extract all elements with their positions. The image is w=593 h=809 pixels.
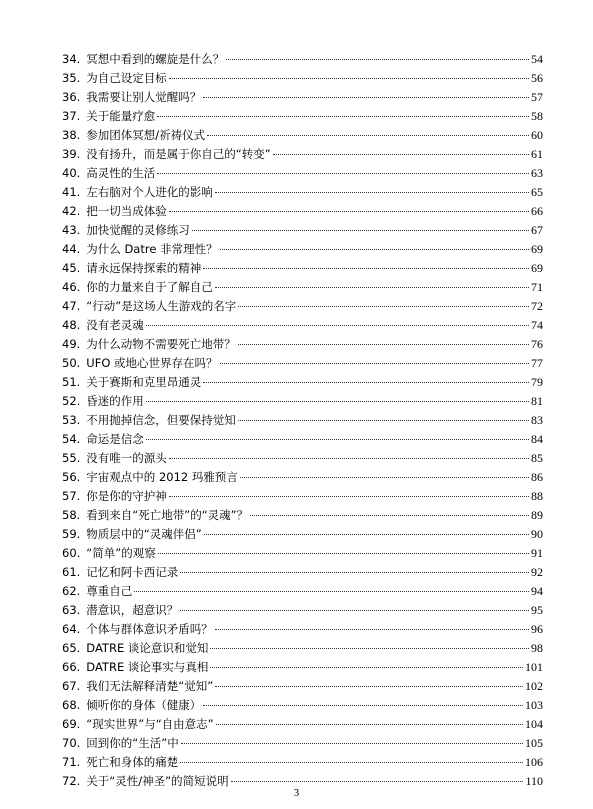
toc-entry [62,430,543,449]
toc-entry-number: 69. [62,717,81,731]
toc-dot-leader [180,610,529,611]
toc-dot-leader [169,211,529,212]
toc-entry [62,734,543,753]
toc-dot-leader [181,743,523,744]
toc-dot-leader [226,59,529,60]
toc-entry-number: 65. [62,641,81,655]
table-of-contents [62,50,543,791]
toc-dot-leader [207,135,529,136]
toc-entry-title: 个体与群体意识矛盾吗？ [86,622,213,636]
toc-dot-leader [215,287,529,288]
toc-entry-title: 看到来自“死亡地带”的“灵魂”？ [86,508,249,522]
toc-entry-number: 52. [62,394,81,408]
toc-entry [62,468,543,487]
toc-entry-number: 72. [62,774,81,788]
toc-entry-number: 50. [62,356,81,370]
toc-entry-page: 76 [531,337,543,351]
toc-entry-number: 39. [62,147,81,161]
toc-entry-title: “行动”是这场人生游戏的名字 [86,299,237,313]
toc-entry [62,335,543,354]
toc-dot-leader [240,477,529,478]
toc-entry-number: 58. [62,508,81,522]
toc-entry-title: 为什么动物不需要死亡地带？ [86,337,236,351]
toc-entry-page: 79 [531,375,543,389]
toc-entry-title: 把一切当成体验 [86,204,167,218]
toc-entry-number: 44. [62,242,81,256]
toc-dot-leader [220,363,529,364]
toc-entry-page: 89 [531,508,543,522]
toc-entry-page: 105 [525,736,543,750]
toc-entry [62,639,543,658]
toc-dot-leader [157,116,529,117]
toc-dot-leader [203,705,523,706]
toc-entry-title: 请永远保持探索的精神 [86,261,202,275]
toc-dot-leader [169,496,529,497]
toc-dot-leader [216,724,523,725]
toc-dot-leader [203,268,529,269]
toc-entry [62,278,543,297]
toc-entry [62,240,543,259]
toc-entry [62,696,543,715]
toc-entry-title: 回到你的“生活”中 [86,736,179,750]
toc-entry-number: 43. [62,223,81,237]
toc-dot-leader [210,648,529,649]
toc-entry-page: 91 [531,546,543,560]
toc-dot-leader [238,420,529,421]
toc-entry-page: 86 [531,470,543,484]
toc-entry-number: 62. [62,584,81,598]
toc-entry-number: 57. [62,489,81,503]
toc-entry-title: 左右脑对个人进化的影响 [86,185,213,199]
toc-dot-leader [250,515,529,516]
toc-entry-title: 为自己设定目标 [86,71,167,85]
toc-entry-title: 冥想中看到的螺旋是什么？ [86,52,225,66]
toc-dot-leader [204,534,529,535]
toc-entry-title: 你是你的守护神 [86,489,167,503]
toc-entry [62,449,543,468]
toc-entry-page: 81 [531,394,543,408]
toc-dot-leader [203,97,529,98]
toc-dot-leader [146,439,529,440]
toc-entry-page: 69 [531,261,543,275]
toc-entry-page: 88 [531,489,543,503]
toc-entry-title: 关于赛斯和克里昂通灵 [86,375,202,389]
toc-entry-page: 74 [531,318,543,332]
toc-entry [62,297,543,316]
toc-dot-leader [215,686,523,687]
toc-dot-leader [146,325,529,326]
toc-entry [62,544,543,563]
toc-dot-leader [215,629,529,630]
toc-entry-title: 没有唯一的源头 [86,451,167,465]
toc-entry-title: 我们无法解释清楚“觉知” [86,679,214,693]
toc-entry-title: “简单”的观察 [86,546,156,560]
toc-dot-leader [180,762,523,763]
toc-entry-page: 61 [531,147,543,161]
toc-entry-title: 我需要让别人觉醒吗？ [86,90,202,104]
toc-entry-number: 53. [62,413,81,427]
toc-entry-title: 加快觉醒的灵修练习 [86,223,190,237]
toc-entry [62,487,543,506]
toc-dot-leader [169,458,529,459]
toc-dot-leader [215,192,529,193]
toc-entry-page: 67 [531,223,543,237]
toc-entry-number: 54. [62,432,81,446]
toc-dot-leader [169,78,529,79]
toc-entry-page: 60 [531,128,543,142]
toc-entry-number: 46. [62,280,81,294]
toc-dot-leader [210,667,523,668]
toc-entry-title: 命运是信念 [86,432,144,446]
toc-entry-title: 死亡和身体的痛楚 [86,755,179,769]
toc-entry-title: 没有老灵魂 [86,318,144,332]
toc-entry-title: “现实世界”与“自由意志” [86,717,214,731]
toc-entry-page: 77 [531,356,543,370]
toc-entry-title: 高灵性的生活 [86,166,156,180]
toc-entry-page: 96 [531,622,543,636]
toc-entry-title: DATRE 谈论事实与真相 [86,660,209,674]
toc-entry [62,316,543,335]
toc-entry-title: 昏迷的作用 [86,394,144,408]
toc-entry-title: 没有扬升，而是属于你自己的“转变” [86,147,271,161]
toc-dot-leader [134,591,529,592]
toc-entry-page: 106 [525,755,543,769]
toc-entry-title: 记忆和阿卡西记录 [86,565,179,579]
toc-entry-page: 63 [531,166,543,180]
toc-entry-number: 36. [62,90,81,104]
toc-entry-number: 60. [62,546,81,560]
toc-entry-page: 58 [531,109,543,123]
toc-entry-title: DATRE 谈论意识和觉知 [86,641,209,655]
toc-entry-number: 71. [62,755,81,769]
toc-entry [62,411,543,430]
toc-entry [62,392,543,411]
toc-entry [62,354,543,373]
toc-entry [62,202,543,221]
toc-entry-number: 48. [62,318,81,332]
toc-entry-number: 38. [62,128,81,142]
toc-entry [62,259,543,278]
toc-dot-leader [192,230,529,231]
toc-entry-page: 103 [525,698,543,712]
toc-dot-leader [158,553,529,554]
toc-entry-page: 110 [525,774,543,788]
toc-dot-leader [180,572,529,573]
toc-entry-number: 34. [62,52,81,66]
toc-entry [62,601,543,620]
toc-entry-number: 51. [62,375,81,389]
toc-entry-page: 94 [531,584,543,598]
toc-entry-title: 关于“灵性/神圣”的简短说明 [86,774,229,788]
toc-entry [62,525,543,544]
toc-entry-number: 37. [62,109,81,123]
toc-entry-title: 潜意识，超意识？ [86,603,179,617]
toc-entry [62,88,543,107]
toc-dot-leader [238,306,529,307]
toc-entry-title: 尊重自己 [86,584,133,598]
toc-entry [62,221,543,240]
toc-dot-leader [220,249,529,250]
toc-entry-page: 65 [531,185,543,199]
toc-entry-page: 104 [525,717,543,731]
toc-entry [62,126,543,145]
toc-entry-number: 64. [62,622,81,636]
toc-entry [62,582,543,601]
toc-entry-number: 70. [62,736,81,750]
page-number: 3 [293,787,300,799]
toc-entry-title: 不用抛掉信念，但要保持觉知 [86,413,236,427]
toc-entry-page: 102 [525,679,543,693]
toc-entry [62,183,543,202]
toc-entry-number: 41. [62,185,81,199]
toc-dot-leader [238,344,529,345]
toc-dot-leader [146,401,529,402]
toc-entry [62,164,543,183]
toc-entry [62,658,543,677]
toc-entry [62,145,543,164]
toc-entry-number: 61. [62,565,81,579]
toc-entry [62,50,543,69]
toc-entry-page: 84 [531,432,543,446]
toc-dot-leader [273,154,529,155]
toc-entry [62,506,543,525]
toc-entry-page: 66 [531,204,543,218]
toc-entry-number: 59. [62,527,81,541]
toc-entry-number: 63. [62,603,81,617]
toc-dot-leader [231,781,524,782]
toc-entry-number: 56. [62,470,81,484]
toc-entry-title: 你的力量来自于了解自己 [86,280,213,294]
toc-entry-title: 关于能量疗愈 [86,109,156,123]
toc-entry-number: 49. [62,337,81,351]
toc-entry-title: UFO 或地心世界存在吗？ [86,356,218,370]
toc-dot-leader [203,382,529,383]
toc-entry-title: 参加团体冥想/祈祷仪式 [86,128,206,142]
toc-entry-page: 69 [531,242,543,256]
toc-entry-number: 45. [62,261,81,275]
toc-entry-title: 物质层中的“灵魂伴侣” [86,527,202,541]
toc-entry-page: 83 [531,413,543,427]
toc-entry-number: 35. [62,71,81,85]
toc-entry-number: 66. [62,660,81,674]
toc-entry [62,753,543,772]
toc-entry-number: 47. [62,299,81,313]
toc-entry-page: 72 [531,299,543,313]
toc-entry [62,373,543,392]
toc-entry-title: 为什么 Datre 非常理性？ [86,242,218,256]
toc-entry-title: 倾听你的身体（健康） [86,698,202,712]
toc-entry-number: 68. [62,698,81,712]
toc-entry-page: 101 [525,660,543,674]
toc-entry-page: 95 [531,603,543,617]
toc-entry-number: 67. [62,679,81,693]
toc-entry-page: 71 [531,280,543,294]
toc-entry-page: 92 [531,565,543,579]
toc-entry-number: 55. [62,451,81,465]
toc-entry [62,677,543,696]
toc-entry-page: 85 [531,451,543,465]
toc-entry [62,620,543,639]
toc-entry-page: 54 [531,52,543,66]
toc-entry [62,107,543,126]
toc-entry-title: 宇宙观点中的 2012 玛雅预言 [86,470,238,484]
toc-entry-page: 57 [531,90,543,104]
toc-entry-page: 56 [531,71,543,85]
toc-entry-page: 90 [531,527,543,541]
toc-entry [62,715,543,734]
toc-entry [62,563,543,582]
toc-dot-leader [157,173,529,174]
toc-entry [62,69,543,88]
toc-entry-number: 40. [62,166,81,180]
toc-entry-number: 42. [62,204,81,218]
toc-entry-page: 98 [531,641,543,655]
